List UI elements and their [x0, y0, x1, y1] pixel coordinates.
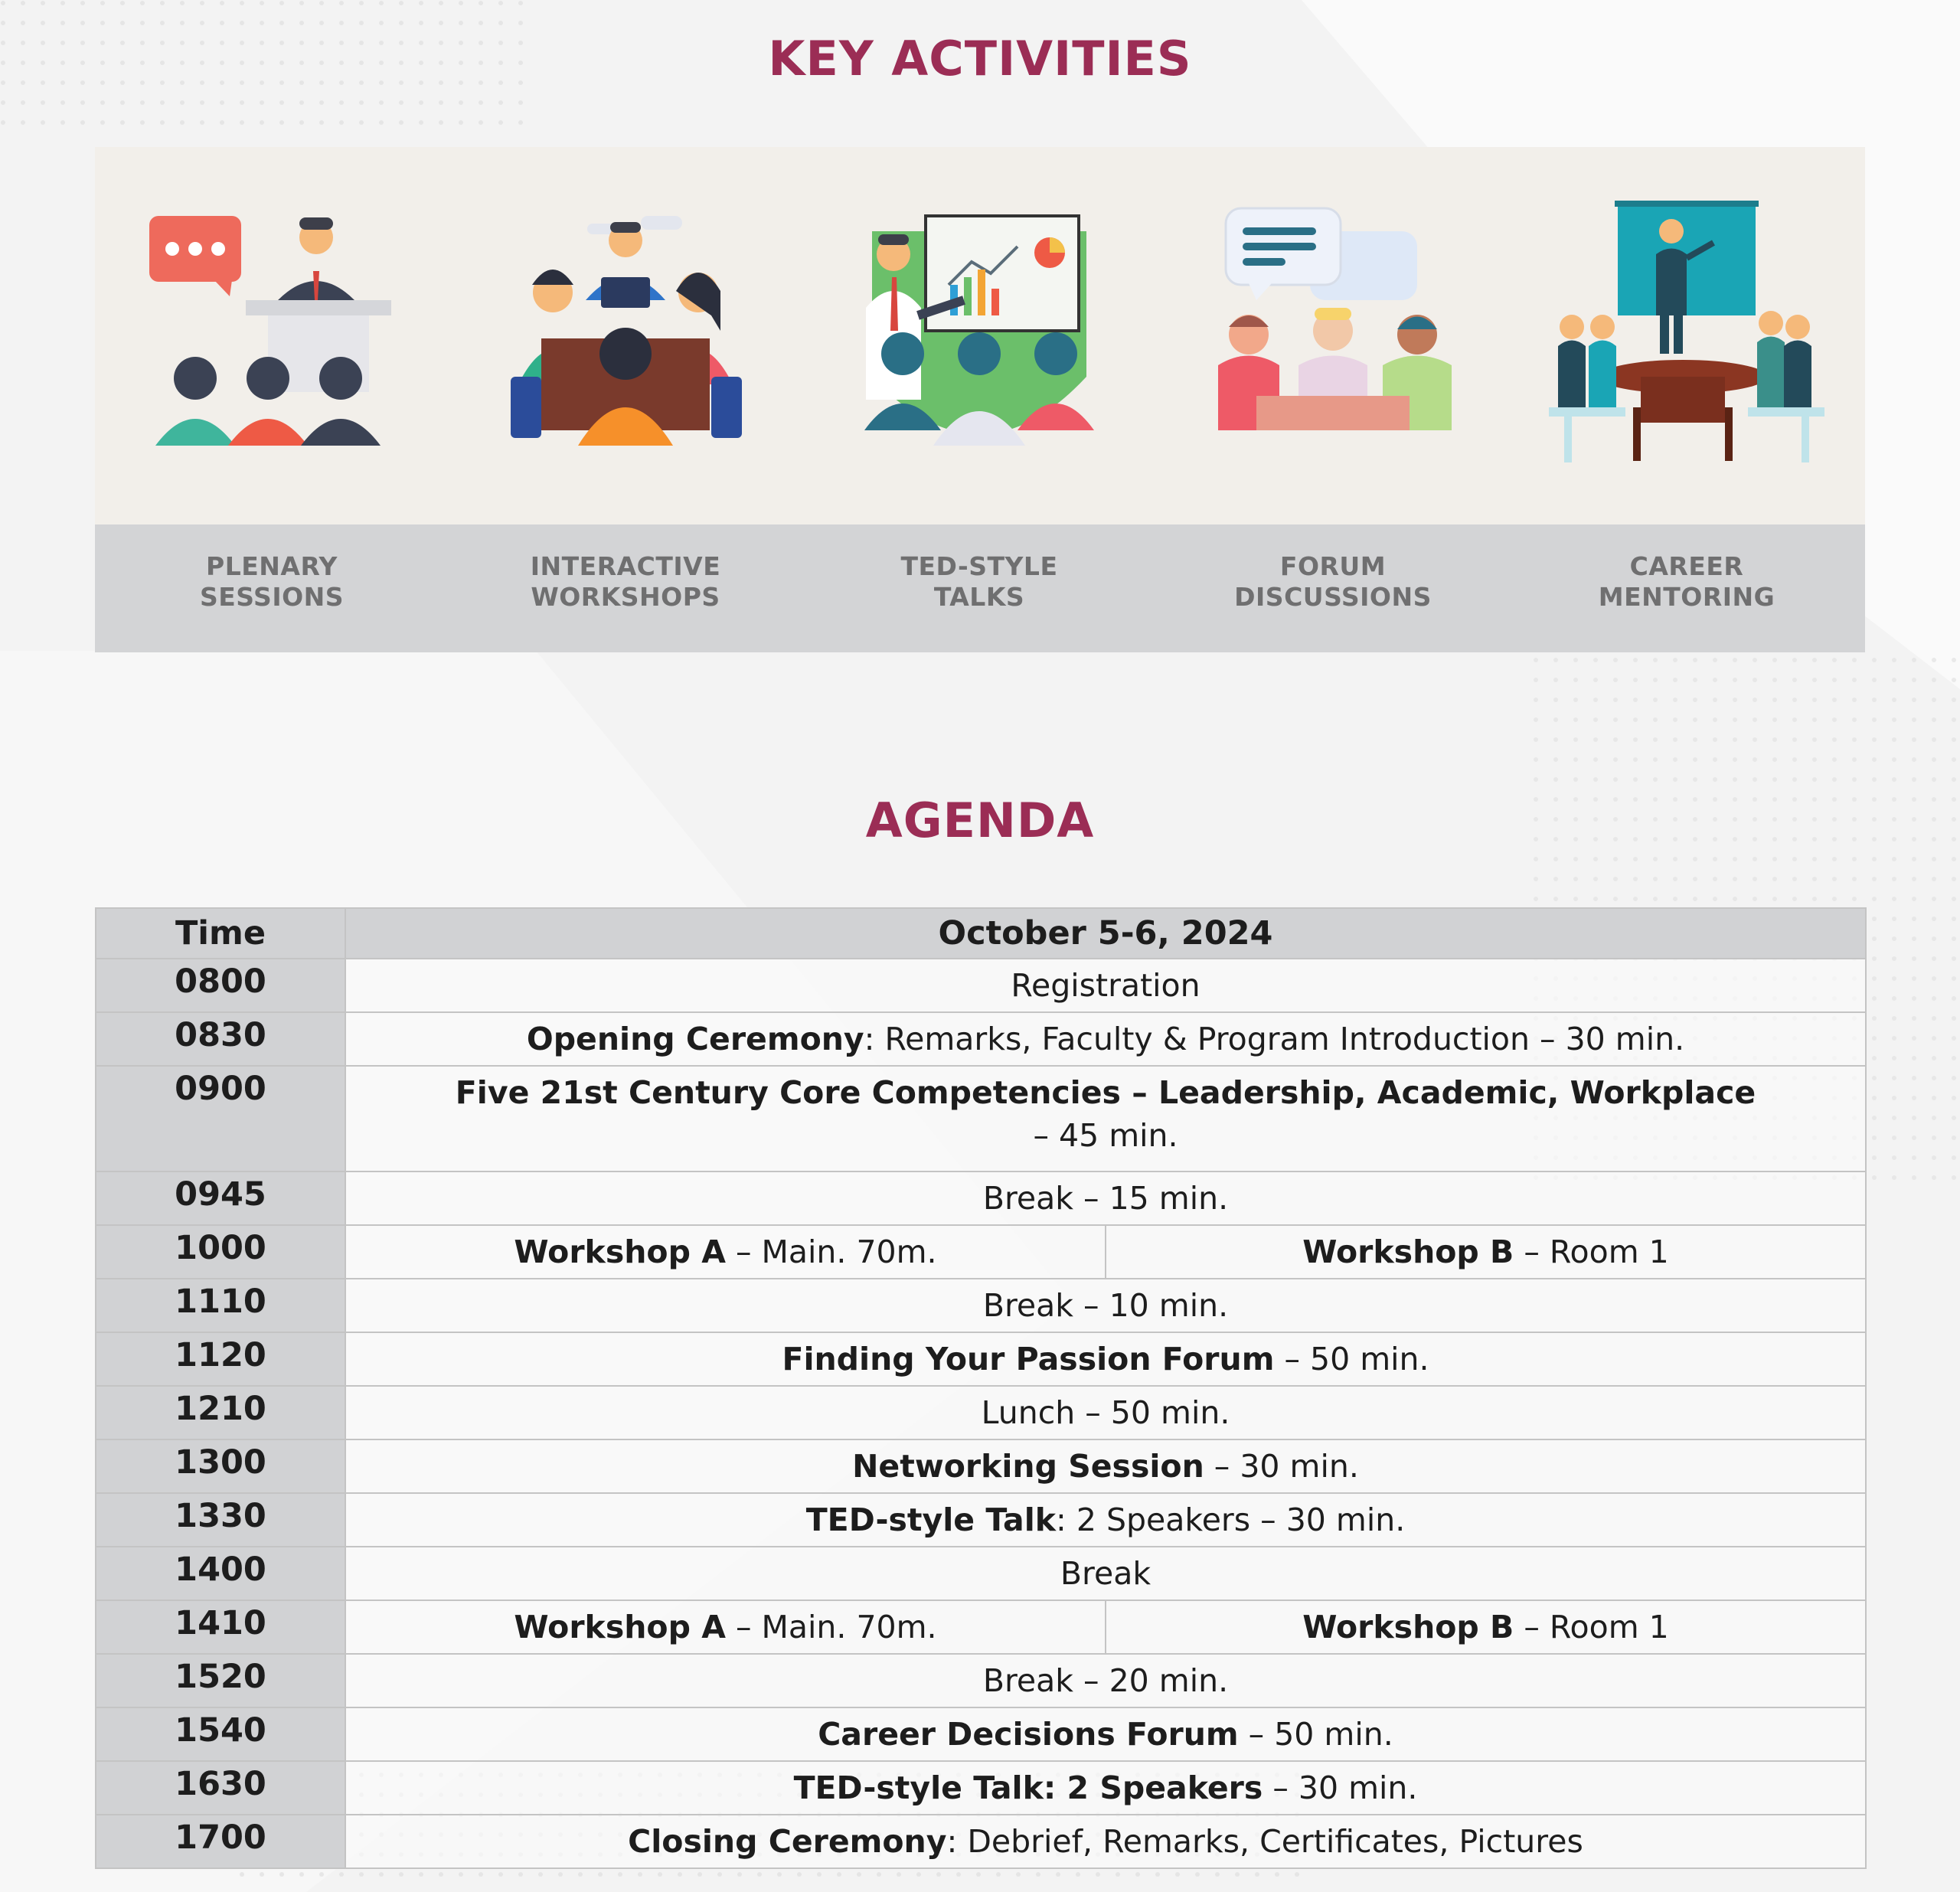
agenda-session — [345, 1761, 1866, 1815]
agenda-body — [96, 959, 1866, 1868]
agenda-session — [345, 1707, 1866, 1761]
session-detail: – Room 1 — [1514, 1234, 1669, 1270]
agenda-time: 0945 — [96, 1171, 345, 1225]
agenda-row — [96, 1332, 1866, 1386]
activity-interactive-workshops — [449, 147, 802, 652]
agenda-time: 1540 — [96, 1707, 345, 1761]
plenary-sessions-illustration — [142, 201, 402, 453]
agenda-row — [96, 1707, 1866, 1761]
session-detail: Break – 20 min. — [982, 1662, 1229, 1699]
agenda-session-workshop-b — [1106, 1600, 1866, 1654]
agenda-time: 1300 — [96, 1439, 345, 1493]
activity-forum-discussions — [1156, 147, 1510, 652]
activity-label: INTERACTIVE WORKSHOPS — [530, 551, 721, 612]
agenda-row — [96, 959, 1866, 1012]
agenda-title: AGENDA — [865, 792, 1095, 848]
session-detail: : 2 Speakers – 30 min. — [1056, 1502, 1406, 1538]
session-detail: – Room 1 — [1514, 1609, 1669, 1645]
session-title: Career Decisions Forum — [818, 1716, 1239, 1753]
session-detail: : Debrief, Remarks, Certificates, Pictures — [946, 1823, 1583, 1860]
session-detail: – 30 min. — [1204, 1448, 1359, 1485]
activity-label: TED-STYLE TALKS — [900, 551, 1058, 612]
interactive-workshops-illustration — [495, 201, 756, 453]
session-title: Workshop B — [1302, 1234, 1514, 1270]
agenda-session — [345, 1547, 1866, 1600]
session-detail: Break – 10 min. — [982, 1287, 1229, 1324]
agenda-session-workshop-a — [345, 1225, 1106, 1279]
activity-plenary-sessions — [95, 147, 449, 652]
agenda-session-workshop-a — [345, 1600, 1106, 1654]
session-title: Opening Ceremony — [526, 1021, 864, 1057]
agenda-session — [345, 1439, 1866, 1493]
agenda-session — [345, 1279, 1866, 1332]
session-title: Workshop A — [514, 1234, 726, 1270]
agenda-row — [96, 1761, 1866, 1815]
agenda-session — [345, 1332, 1866, 1386]
agenda-row — [96, 1171, 1866, 1225]
session-detail: – Main. 70m. — [725, 1234, 937, 1270]
agenda-session — [345, 1386, 1866, 1439]
agenda-time: 1110 — [96, 1279, 345, 1332]
agenda-session — [345, 1171, 1866, 1225]
agenda-header-date: October 5-6, 2024 — [345, 908, 1866, 959]
agenda-row — [96, 1600, 1866, 1654]
agenda-row — [96, 1493, 1866, 1547]
session-title: TED-style Talk: 2 Speakers — [793, 1769, 1263, 1806]
agenda-time: 1330 — [96, 1493, 345, 1547]
session-title: TED-style Talk — [805, 1502, 1057, 1538]
forum-discussions-illustration — [1203, 201, 1463, 446]
agenda-time: 1410 — [96, 1600, 345, 1654]
session-detail: : Remarks, Faculty & Program Introduction – 30 min. — [864, 1021, 1685, 1057]
agenda-session — [345, 1012, 1866, 1066]
activity-label: PLENARY SESSIONS — [199, 551, 345, 612]
session-detail: Break — [1060, 1555, 1152, 1592]
session-title: Workshop A — [514, 1609, 726, 1645]
agenda-row — [96, 1386, 1866, 1439]
agenda-row — [96, 1815, 1866, 1868]
session-detail: Registration — [1011, 967, 1200, 1004]
session-detail: – 50 min. — [1238, 1716, 1393, 1753]
session-detail: – 30 min. — [1263, 1769, 1418, 1806]
agenda-session — [345, 1815, 1866, 1868]
session-title: Finding Your Passion Forum — [782, 1341, 1275, 1377]
agenda-row — [96, 1654, 1866, 1707]
agenda-time: 1210 — [96, 1386, 345, 1439]
agenda-time: 0800 — [96, 959, 345, 1012]
agenda-session — [345, 1066, 1866, 1171]
session-detail: – 50 min. — [1274, 1341, 1429, 1377]
agenda-row — [96, 1225, 1866, 1279]
agenda-time: 1520 — [96, 1654, 345, 1707]
agenda-session — [345, 959, 1866, 1012]
agenda-row — [96, 1066, 1866, 1171]
agenda-time: 0830 — [96, 1012, 345, 1066]
agenda-session-workshop-b — [1106, 1225, 1866, 1279]
session-detail: – 45 min. — [1033, 1117, 1178, 1154]
agenda-row — [96, 1279, 1866, 1332]
agenda-row — [96, 1547, 1866, 1600]
agenda-time: 1400 — [96, 1547, 345, 1600]
session-title: Closing Ceremony — [628, 1823, 947, 1860]
session-title: Workshop B — [1302, 1609, 1514, 1645]
agenda-table — [95, 907, 1867, 1869]
career-mentoring-illustration — [1549, 201, 1824, 476]
session-detail: – Main. 70m. — [725, 1609, 937, 1645]
activity-label: CAREER MENTORING — [1598, 551, 1775, 612]
key-activities-title: KEY ACTIVITIES — [768, 31, 1192, 87]
agenda-time: 1700 — [96, 1815, 345, 1868]
agenda-row — [96, 1439, 1866, 1493]
session-detail: Lunch – 50 min. — [981, 1394, 1230, 1431]
agenda-time: 1120 — [96, 1332, 345, 1386]
session-title: Five 21st Century Core Competencies – Leadership, Academic, Workplace — [455, 1074, 1756, 1111]
activity-ted-style-talks — [802, 147, 1156, 652]
agenda-time: 1000 — [96, 1225, 345, 1279]
session-detail: Break – 15 min. — [982, 1180, 1229, 1217]
activity-label: FORUM DISCUSSIONS — [1234, 551, 1432, 612]
key-activities-panel — [95, 147, 1865, 652]
agenda-time: 0900 — [96, 1066, 345, 1171]
agenda-session — [345, 1654, 1866, 1707]
agenda-session — [345, 1493, 1866, 1547]
agenda-header-time: Time — [96, 908, 345, 959]
agenda-row — [96, 1012, 1866, 1066]
agenda-time: 1630 — [96, 1761, 345, 1815]
activity-career-mentoring — [1510, 147, 1864, 652]
ted-style-talks-illustration — [849, 201, 1109, 461]
session-title: Networking Session — [852, 1448, 1204, 1485]
